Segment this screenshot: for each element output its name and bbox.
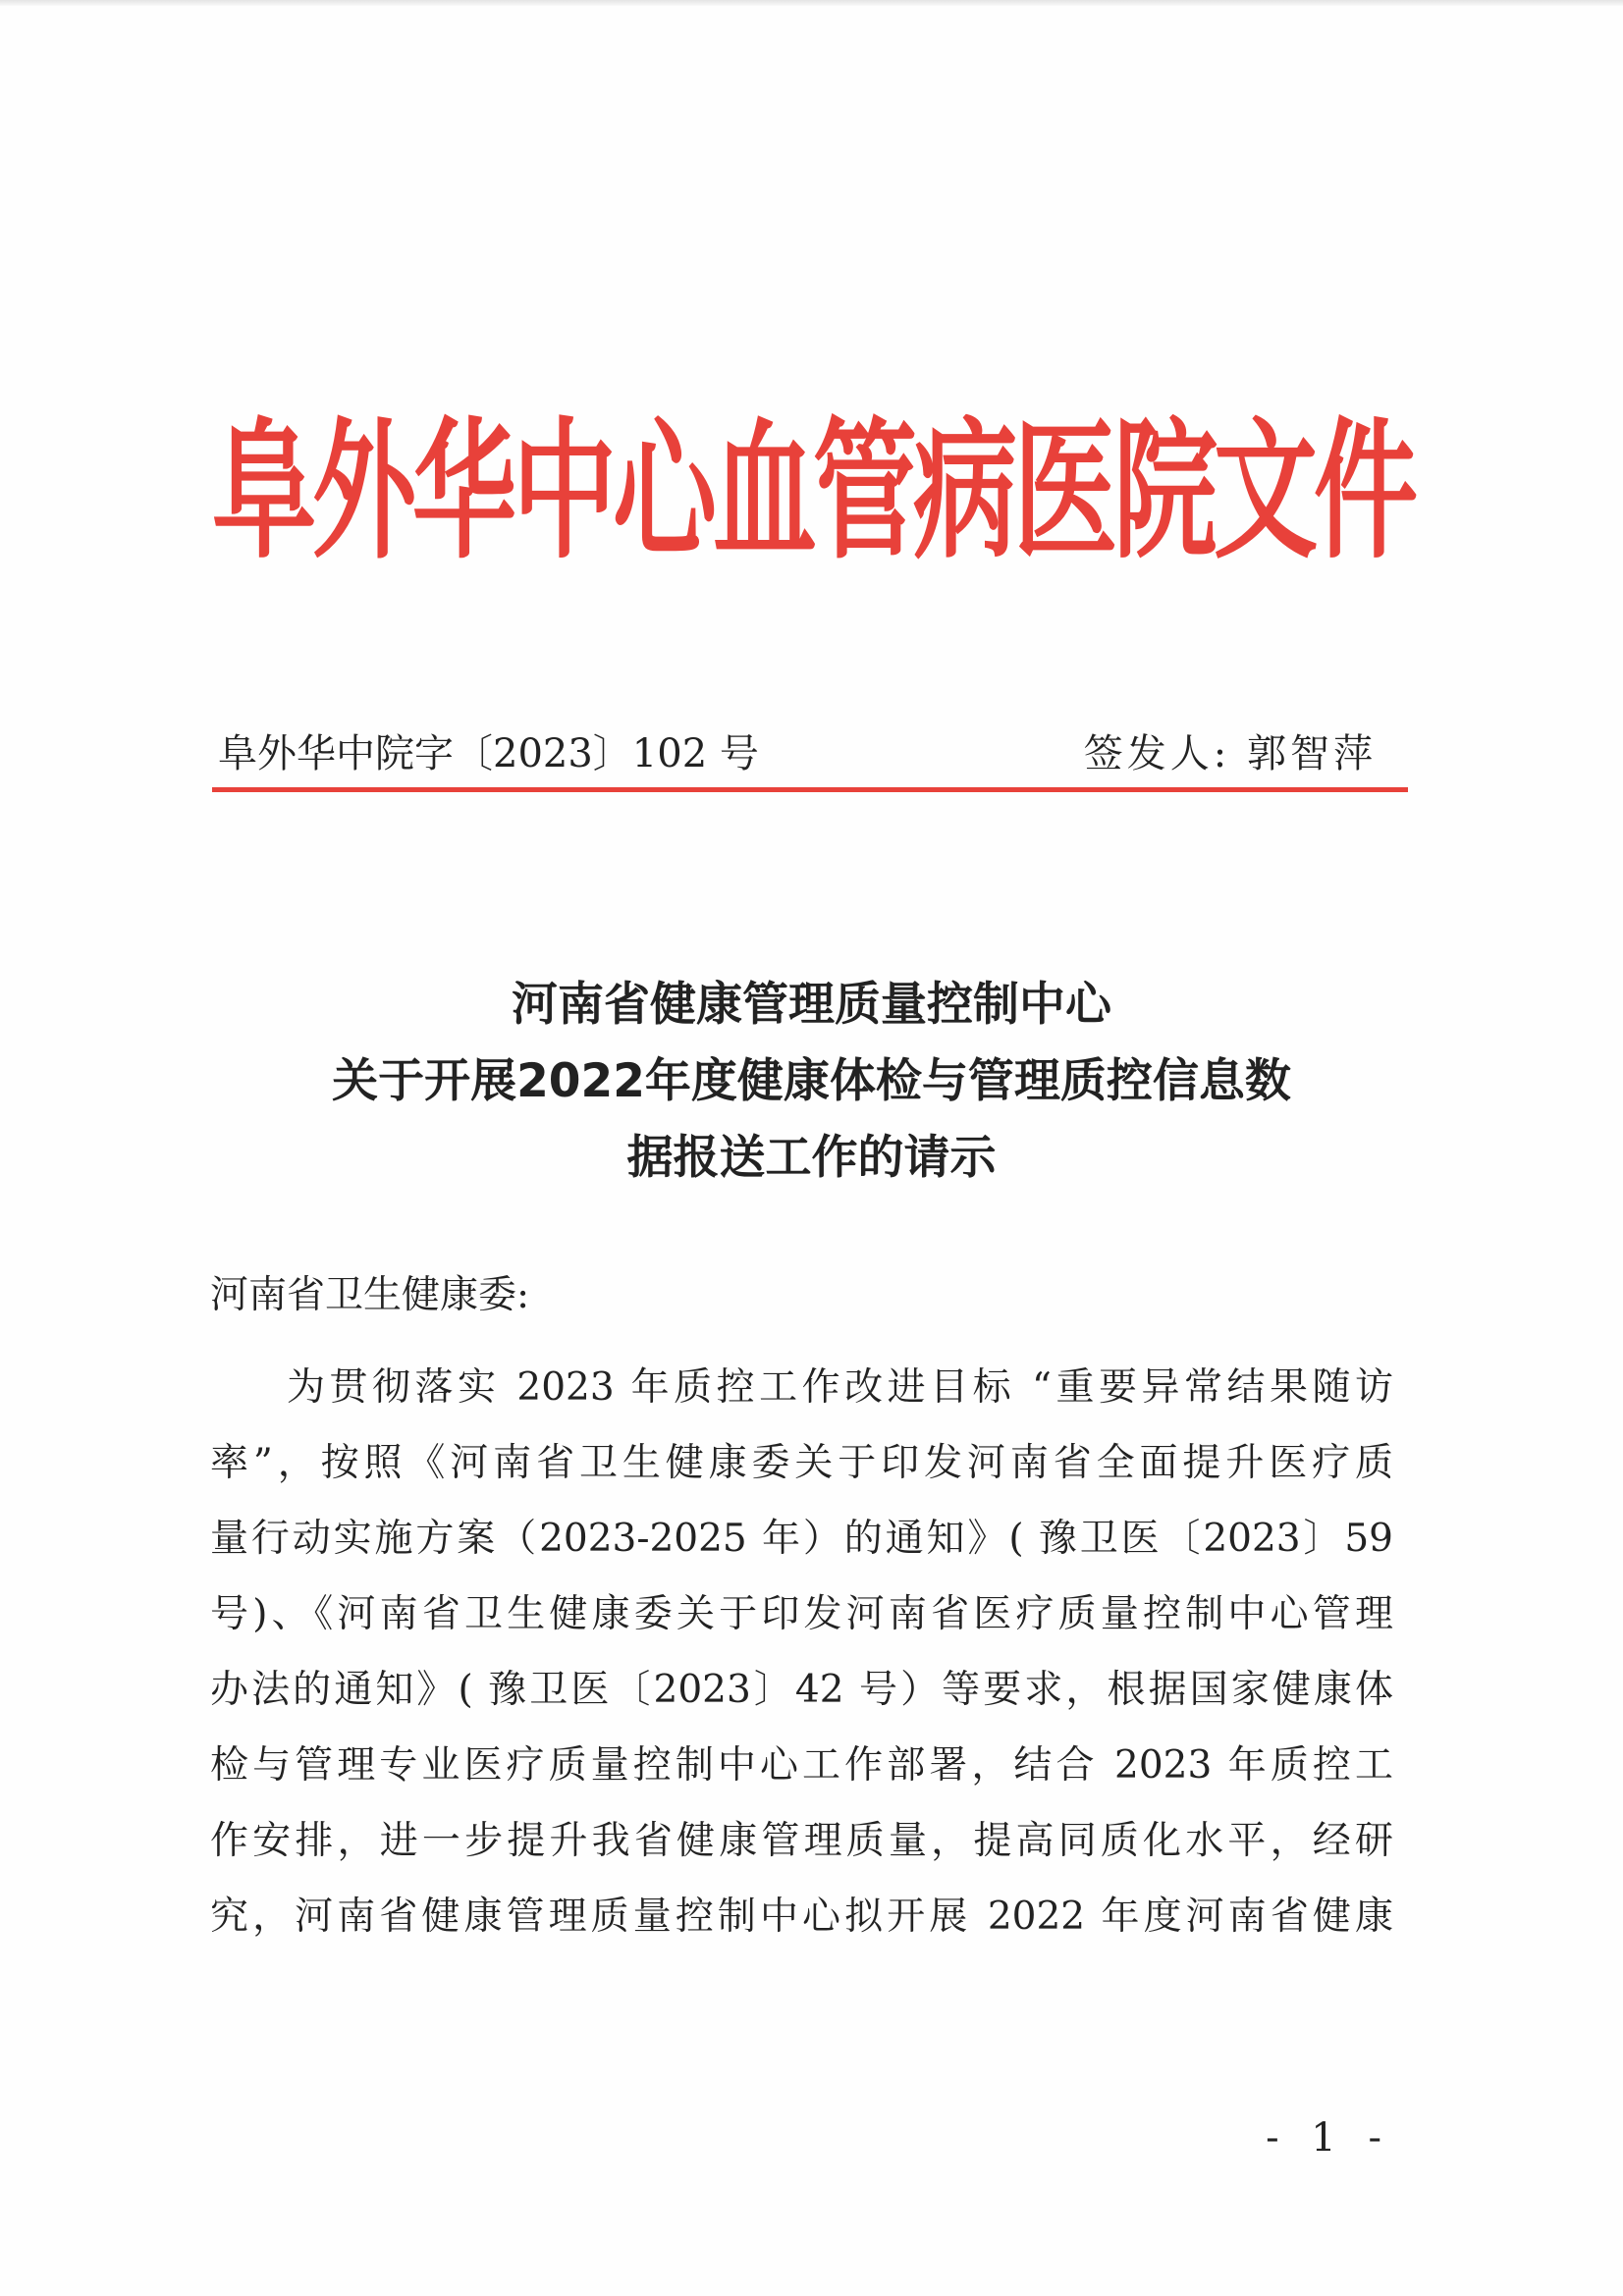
body-text [210, 1350, 1393, 1954]
body-line: 量行动实施方案（2023-2025 年）的通知》( 豫卫医〔2023〕59 [210, 1517, 1393, 1561]
title-line: 关于开展2022年度健康体检与管理质控信息数 [332, 1054, 1291, 1108]
page-number: - 1 - [1266, 2115, 1391, 2161]
body-line: 究，河南省健康管理质量控制中心拟开展 2022 年度河南省健康 [210, 1895, 1393, 1939]
body-line: 作安排，进一步提升我省健康管理质量，提高同质化水平，经研 [210, 1819, 1393, 1863]
body-line: 率”，按照《河南省卫生健康委关于印发河南省全面提升医疗质 [210, 1441, 1393, 1485]
header-red-divider [212, 787, 1408, 792]
issuer: 签发人: 郭智萍 [1083, 731, 1377, 776]
body-line: 号)、《河南省卫生健康委关于印发河南省医疗质量控制中心管理 [210, 1592, 1393, 1636]
body-line: 为贯彻落实 2023 年质控工作改进目标 “重要异常结果随访 [287, 1365, 1393, 1410]
document-meta [218, 726, 1406, 781]
document-header-title: 阜外华中心血管病医院文件 [212, 400, 1414, 579]
recipient: 河南省卫生健康委: [210, 1273, 530, 1317]
body-line: 检与管理专业医疗质量控制中心工作部署，结合 2023 年质控工 [210, 1743, 1393, 1788]
document-number: 阜外华中院字〔2023〕102 号 [218, 731, 759, 776]
body-line: 办法的通知》( 豫卫医〔2023〕42 号）等要求，根据国家健康体 [210, 1668, 1393, 1712]
document-title [147, 967, 1476, 1197]
title-line: 河南省健康管理质量控制中心 [512, 978, 1111, 1032]
title-line: 据报送工作的请示 [626, 1131, 997, 1185]
scan-top-edge [0, 0, 1623, 6]
